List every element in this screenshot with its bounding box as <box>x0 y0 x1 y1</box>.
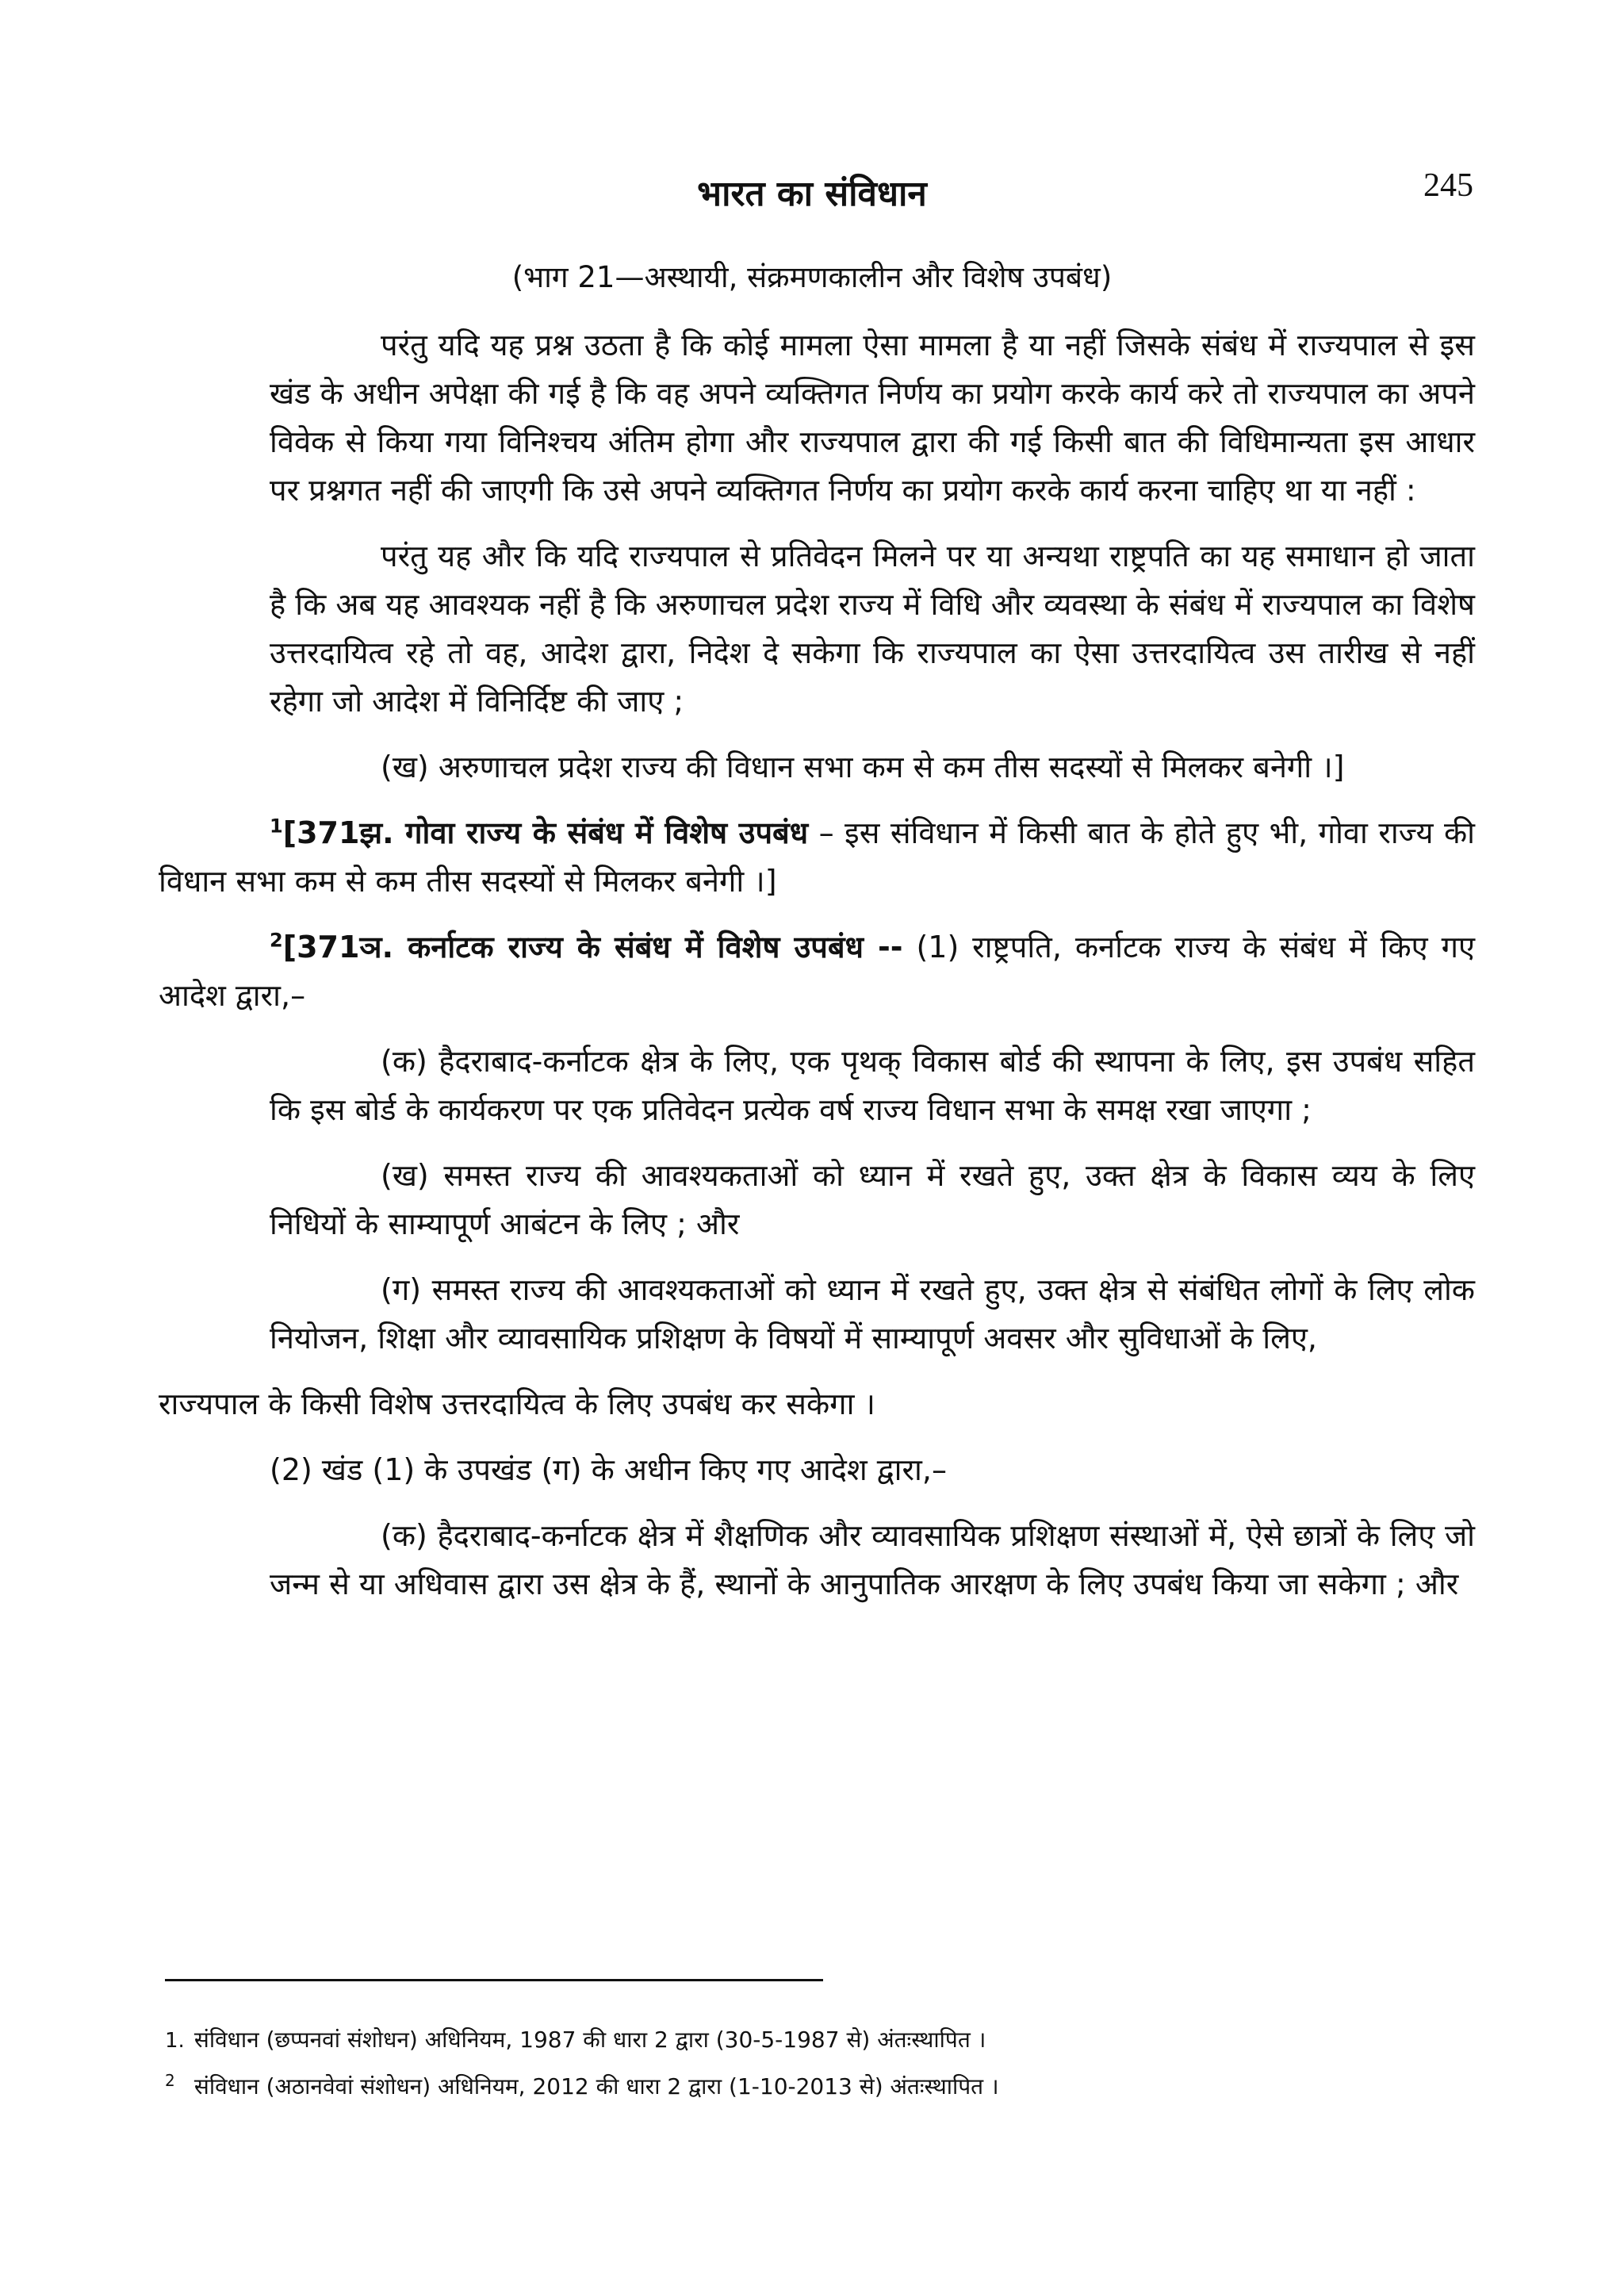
footnotes <box>165 2021 1465 2114</box>
part-subtitle: (भाग 21—अस्थायी, संक्रमणकालीन और विशेष उपबंध) <box>511 260 1113 294</box>
footnote-divider <box>165 1979 823 1981</box>
footnote-2: 2 संविधान (अठानवेवां संशोधन) अधिनियम, 2012 की धारा 2 द्वारा (1-10-2013 से) अंतःस्थापित । <box>165 2070 999 2100</box>
clause-kha-arunachal: (ख) अरुणाचल प्रदेश राज्य की विधान सभा कम से कम तीस सदस्यों से मिलकर बनेगी ।] <box>381 750 1345 784</box>
article-371j-text: (1) राष्ट्रपति, कर्नाटक राज्य के संबंध में किए गए आदेश द्वारा,– <box>159 930 1475 1013</box>
page-number: 245 <box>1423 167 1473 204</box>
article-371j-heading: [371ञ. कर्नाटक राज्य के संबंध में विशेष उपबंध -- <box>282 930 903 964</box>
proviso-paragraph-2: परंतु यह और कि यदि राज्यपाल से प्रतिवेदन मिलने पर या अन्यथा राष्ट्रपति का यह समाधान हो जाता है कि अब यह आवश्यक नहीं है कि अरुणाचल प्रदेश राज्य में विधि और व्यवस्था के संबंध में राज्यपाल का विशेष उत्तरदायित्व रहे तो वह, आदेश द्वारा, निदेश दे सकेगा कि राज्यपाल का ऐसा उत्तरदायित्व उस तारीख से नहीं रहेगा जो आदेश में विनिर्दिष्ट की जाए ; <box>270 539 1475 719</box>
article-371i <box>159 809 1475 906</box>
footnote-reference-2: 2 <box>270 929 283 952</box>
clause-2-sub-clause-ka: (क) हैदराबाद-कर्नाटक क्षेत्र में शैक्षणिक और व्यावसायिक प्रशिक्षण संस्थाओं में, ऐसे छात्रों के लिए जो जन्म से या अधिवास द्वारा उस क्षेत्र के हैं, स्थानों के आनुपातिक आरक्षण के लिए उपबंध किया जा सकेगा ; और <box>270 1518 1475 1601</box>
sub-clause-ga: (ग) समस्त राज्य की आवश्यकताओं को ध्यान में रखते हुए, उक्त क्षेत्र से संबंधित लोगों के लिए लोक नियोजन, शिक्षा और व्यावसायिक प्रशिक्षण के विषयों में साम्यापूर्ण अवसर और सुविधाओं के लिए, <box>270 1272 1475 1356</box>
proviso-paragraph-1: परंतु यदि यह प्रश्न उठता है कि कोई मामला ऐसा मामला है या नहीं जिसके संबंध में राज्यपाल से इस खंड के अधीन अपेक्षा की गई है कि वह अपने व्यक्तिगत निर्णय का प्रयोग करके कार्य करे तो राज्यपाल का अपने विवेक से किया गया विनिश्चय अंतिम होगा और राज्यपाल द्वारा की गई किसी बात की विधिमान्यता इस आधार पर प्रश्नगत नहीं की जाएगी कि उसे अपने व्यक्तिगत निर्णय का प्रयोग करके कार्य करना चाहिए था या नहीं : <box>270 328 1475 508</box>
footnote-1-text: संविधान (छप्पनवां संशोधन) अधिनियम, 1987 की धारा 2 द्वारा (30-5-1987 से) अंतःस्थापित । <box>193 2027 986 2053</box>
article-371j <box>159 923 1475 1020</box>
document-body <box>159 321 1475 1626</box>
clause-2-intro: (2) खंड (1) के उपखंड (ग) के अधीन किए गए आदेश द्वारा,– <box>270 1452 947 1487</box>
footnote-reference-1: 1 <box>270 815 283 838</box>
footnote-1 <box>165 2021 1465 2060</box>
sub-clause-ka: (क) हैदराबाद-कर्नाटक क्षेत्र के लिए, एक पृथक् विकास बोर्ड की स्थापना के लिए, इस उपबंध सहित कि इस बोर्ड के कार्यकरण पर एक प्रतिवेदन प्रत्येक वर्ष राज्य विधान सभा के समक्ष रखा जाएगा ; <box>270 1044 1475 1127</box>
footnote-1-marker: 1. <box>165 2029 185 2053</box>
sub-clause-kha: (ख) समस्त राज्य की आवश्यकताओं को ध्यान में रखते हुए, उक्त क्षेत्र के विकास व्यय के लिए निधियों के साम्यापूर्ण आबंटन के लिए ; और <box>270 1158 1475 1241</box>
clause-1-tail: राज्यपाल के किसी विशेष उत्तरदायित्व के लिए उपबंध कर सकेगा । <box>159 1386 875 1421</box>
page-title: भारत का संविधान <box>697 174 927 214</box>
footnote-2-text: संविधान (अठानवेवां संशोधन) अधिनियम, 2012 की धारा 2 द्वारा (1-10-2013 से) अंतःस्थापित । <box>193 2073 999 2100</box>
article-371i-heading: [371झ. गोवा राज्य के संबंध में विशेष उपबंध <box>282 815 809 850</box>
article-371i-text: – इस संविधान में किसी बात के होते हुए भी, गोवा राज्य की विधान सभा कम से कम तीस सदस्यों से मिलकर बनेगी ।] <box>159 815 1475 899</box>
